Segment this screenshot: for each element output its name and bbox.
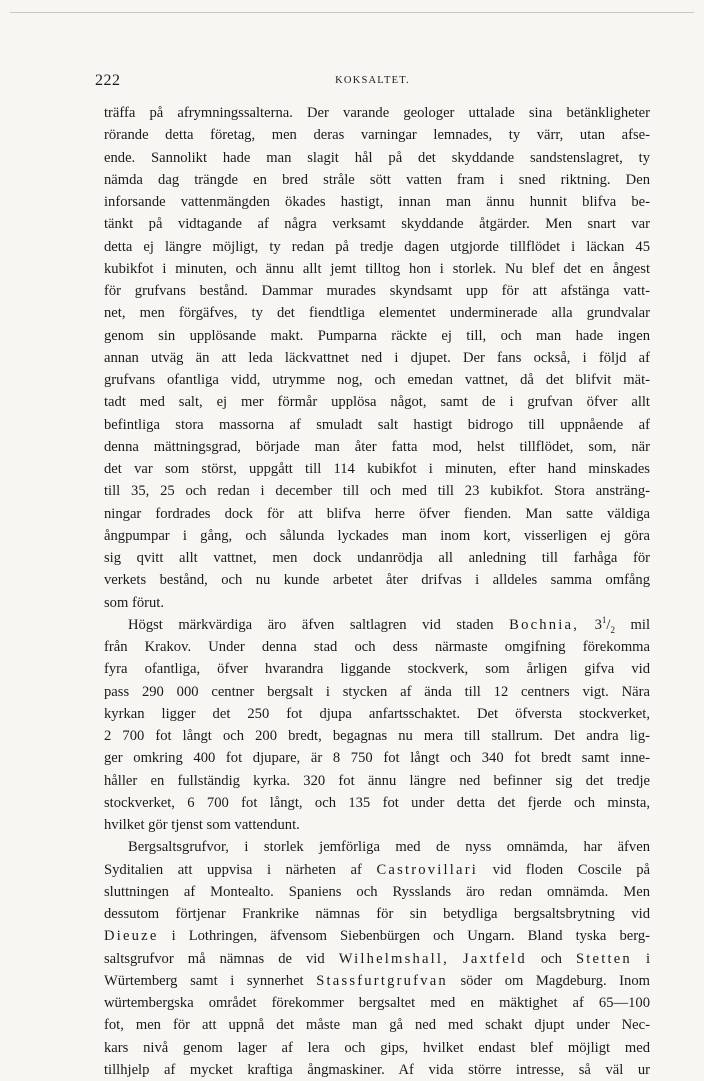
text-segment: söder om Magdeburg. Inom xyxy=(460,972,650,989)
text-line: detta ej längre möjligt, ty redan på tredje dagen utgjorde tillflödet i läckan 45 xyxy=(104,238,650,255)
page-header xyxy=(95,72,650,94)
text-segment: Würtemberg samt i synnerhet xyxy=(104,972,304,989)
text-line: ningar fordrades dock för att blifva herre öfver fienden. Man satte väldiga xyxy=(104,505,650,522)
text-line: rörande detta företag, men deras varningar lemnades, ty värr, utan afse- xyxy=(104,127,650,144)
text-line: denna mättningsgrad, började man åter fatta mod, helst tillflödet, som, när xyxy=(104,438,650,455)
text-line: würtembergska området förekommer bergsaltet med en mäktighet af 65—100 xyxy=(104,995,650,1011)
text-line: sluttningen af Montealto. Spaniens och Rysslands äro redan omnämda. Men xyxy=(104,883,650,900)
place-name-dieuze: Dieuze xyxy=(104,928,159,945)
text-line: det var som störst, uppgått till 114 kubikfot i minuten, efter hand minskades xyxy=(104,461,650,477)
text-line: fyra ofantliga, öfver hvarandra liggande stockverk, som årligen gifva vid xyxy=(104,661,650,678)
text-line: ångpumpar i gång, och sålunda lyckades man inom kort, visserligen ej göra xyxy=(104,527,650,544)
text-line: genom sin upplösande makt. Pumparna räckte ej till, och man hade ingen xyxy=(104,327,650,344)
page-number: 222 xyxy=(95,72,121,89)
running-title: KOKSALTET. xyxy=(335,75,410,86)
fraction-numerator: 1 xyxy=(601,614,607,625)
text-line: kars nivå genom lager af lera och gips, hvilket endast blef möjligt med xyxy=(104,1039,650,1056)
scan-top-rule xyxy=(10,12,694,13)
text-line: tänkt på vidtagande af några verksamt skyddande åtgärder. Men snart var xyxy=(104,216,650,233)
text-segment: Högst märkvärdiga äro äfven saltlagren vid staden xyxy=(128,616,494,633)
paragraph-2 xyxy=(104,614,650,837)
text-line: 2 700 fot långt och 200 bredt, begagnas nu mera till stallrum. Det andra lig- xyxy=(104,728,650,744)
place-name-jaxtfeld: Jaxtfeld xyxy=(463,950,527,967)
text-line: sig qvitt allt vattnet, men dock undanrödja all anledning till farhåga för xyxy=(104,550,650,566)
text-line: ger omkring 400 fot djupare, är 8 750 fot långt och 340 fot bredt samt inne- xyxy=(104,750,650,767)
text-segment: i Lothringen, äfvensom Siebenbürgen och Ungarn. Bland tyska berg- xyxy=(171,928,650,945)
text-segment: och xyxy=(540,950,562,967)
text-line: inforsande vattenmängden ökades hastigt, innan man ännu hunnit blifva be- xyxy=(104,194,650,210)
text-line: tadt med salt, ej mer förmår upplösa något, samt de i grufvan öfver allt xyxy=(104,394,650,411)
text-line: nämda dag trängde en bred stråle sött vatten fram i sned riktning. Den xyxy=(104,171,650,188)
text-line xyxy=(104,859,650,881)
text-line xyxy=(104,970,650,992)
text-line: kubikfot i minuten, och ännu allt jemt tilltog hon i storlek. Nu blef det en ångest xyxy=(104,260,650,277)
text-line: från Krakov. Under denna stad och dess närmaste omgifning förekomma xyxy=(104,639,650,655)
text-segment: vid floden Coscile på xyxy=(492,861,650,878)
text-line: net, men förgäfves, ty det fiendtliga elementet underminerade alla grundvalar xyxy=(104,305,650,322)
text-line: för grufvans bestånd. Dammar murades skyndsamt upp för att afstänga vatt- xyxy=(104,283,650,299)
text-segment: saltsgrufvor må nämnas de vid xyxy=(104,950,325,967)
text-line: annan utväg än att leda läckvattnet ned i djupet. Der fans också, i följd af xyxy=(104,349,650,366)
body-text xyxy=(104,102,650,1081)
text-line: befintliga stora massorna af smuladt salt hastigt bidrogo till uppnående af xyxy=(104,416,650,433)
text-segment: Syditalien att uppvisa i närheten af xyxy=(104,861,362,878)
text-line: grufvans ofantliga vidd, utrymme nog, och emedan vattnet, då det blifvit mät- xyxy=(104,372,650,388)
text-line: som förut. xyxy=(104,594,164,611)
text-line: fot, men för att uppnå det måste man gå ned med schakt djupt under Nec- xyxy=(104,1017,650,1034)
place-name-bochnia: Bochnia, xyxy=(509,616,580,633)
fraction-whole: 3 xyxy=(594,616,602,633)
text-line: till 35, 25 och redan i december till och med till 23 kubikfot. Stora ansträng- xyxy=(104,483,650,500)
text-line: pass 290 000 centner bergsalt i stycken af ända till 12 centners vigt. Nära xyxy=(104,683,650,700)
paragraph-1 xyxy=(104,102,650,614)
text-line: träffa på afrymningssalterna. Der varande geologer uttalade sina betänkligheter xyxy=(104,105,650,121)
place-name-wilhelmshall: Wilhelmshall, xyxy=(338,950,449,967)
text-line: dessutom förtjenar Frankrike nämnas för sin betydliga bergsaltsbrytning vid xyxy=(104,906,650,922)
text-line: håller en fullständig kyrka. 320 fot ännu längre ned befinner sig det tredje xyxy=(104,772,650,789)
text-line: verkets bestånd, och nu kunde arbetet åter drifvas i alldeles samma omfång xyxy=(104,572,650,589)
text-line: ende. Sannolikt hade man slagit hål på det skyddande sandstenslagret, ty xyxy=(104,149,650,166)
text-line: tillhjelp af mycket kraftiga ångmaskiner. Af vida större intresse, så väl ur xyxy=(104,1061,650,1078)
text-segment: mil xyxy=(630,616,651,633)
place-name-stassfurtgrufvan: Stassfurtgrufvan xyxy=(316,972,448,989)
place-name-stetten: Stetten xyxy=(575,950,632,967)
text-line: Högst märkvärdiga äro äfven saltlagren vid staden Bochnia, $3^1/_2$ mil xyxy=(128,614,651,635)
text-line xyxy=(104,925,650,947)
text-line xyxy=(104,948,650,970)
place-name-castrovillari: Castrovillari xyxy=(376,861,479,878)
text-line: stockverket, 6 700 fot långt, och 135 fot under detta det fjerde och minsta, xyxy=(104,794,650,811)
fraction-denominator: 2 xyxy=(610,624,615,635)
text-line: kyrkan ligger det 250 fot djupa anfartsschaktet. Det öfversta stockverket, xyxy=(104,705,650,722)
text-line: Bergsaltsgrufvor, i storlek jemförliga med de nyss omnämda, har äfven xyxy=(128,839,650,856)
text-line: hvilket gör tjenst som vattendunt. xyxy=(104,817,300,833)
paragraph-3 xyxy=(104,836,650,1081)
text-segment: i xyxy=(645,950,650,967)
